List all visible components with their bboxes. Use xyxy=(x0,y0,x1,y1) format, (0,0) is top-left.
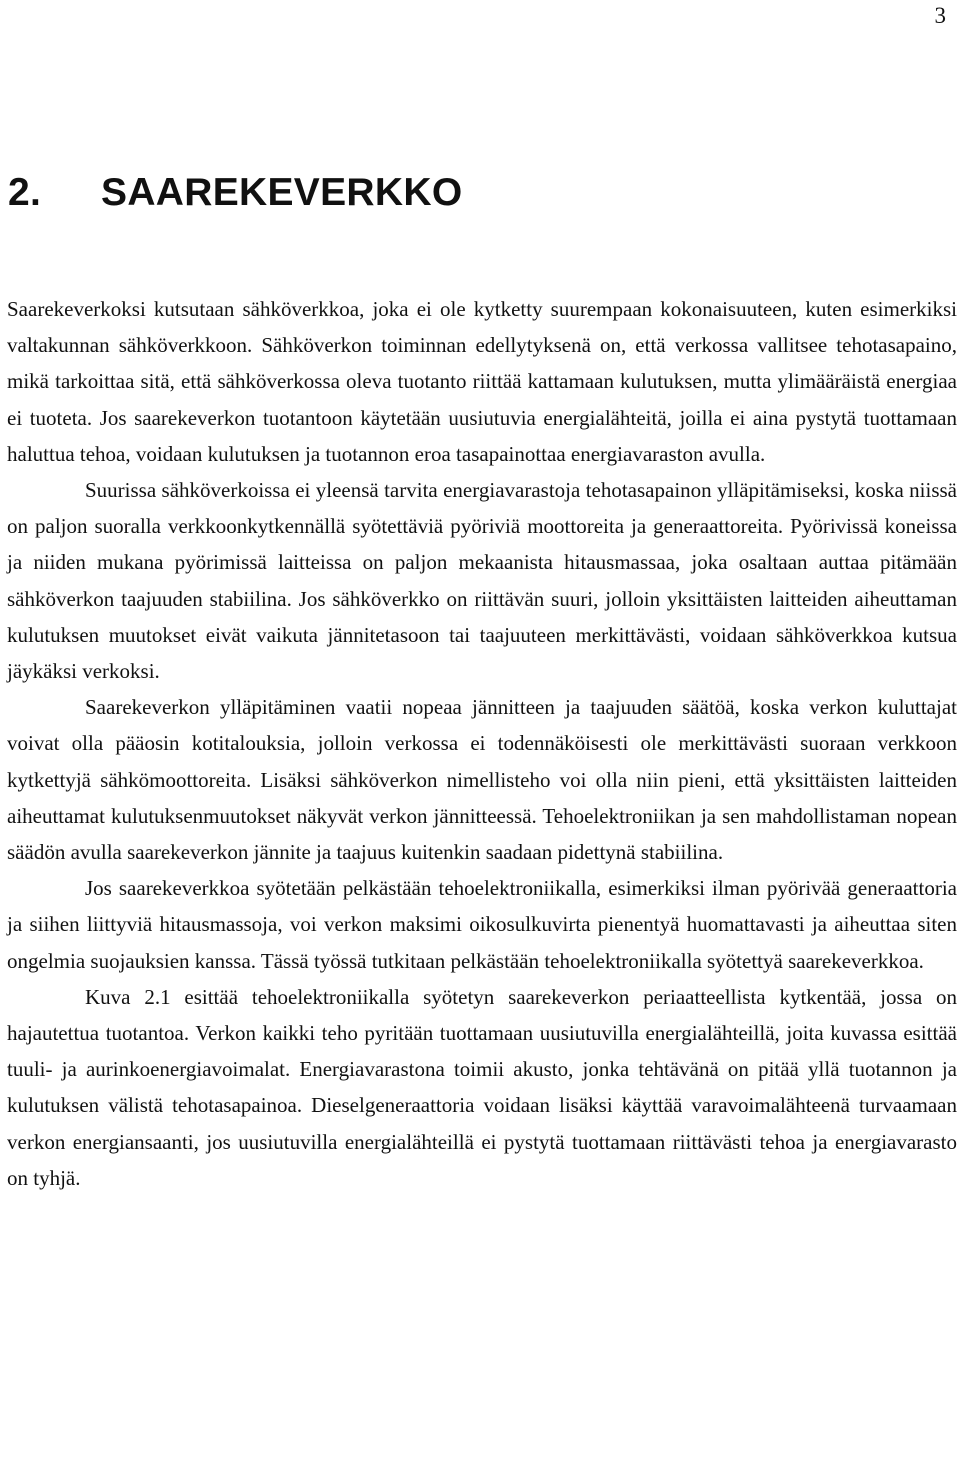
chapter-heading xyxy=(8,170,462,216)
paragraph: Jos saarekeverkkoa syötetään pelkästään tehoelektroniikalla, esimerkiksi ilman pyörivää generaattoria ja siihen liittyviä hitausmassoja, voi verkon maksimi oikosulkuvirta pienentyä huomattavasti ja aiheuttaa siten ongelmia suojauksien kanssa. Tässä työssä tutkitaan pelkästään tehoelektroniikalla syötettyä saarekeverkkoa. xyxy=(7,876,957,973)
paragraph: Saarekeverkoksi kutsutaan sähköverkkoa, joka ei ole kytketty suurempaan kokonaisuuteen, kuten esimerkiksi valtakunnan sähköverkkoon. Sähköverkon toiminnan edellytyksenä on, että verkossa vallitsee tehotasapaino, mikä tarkoittaa sitä, että sähköverkossa oleva tuotanto riittää kattamaan kulutuksen, mutta ylimääräistä energiaa ei tuoteta. Jos saarekeverkon tuotantoon käytetään uusiutuvia energialähteitä, joilla ei aina pystytä tuottamaan haluttua tehoa, voidaan kulutuksen ja tuotannon eroa tasapainottaa energiavaraston avulla. xyxy=(7,297,957,466)
chapter-title: SAAREKEVERKKO xyxy=(101,171,463,214)
chapter-number: 2. xyxy=(8,171,42,214)
paragraph: Suurissa sähköverkoissa ei yleensä tarvita energiavarastoja tehotasapainon ylläpitämiseksi, koska niissä on paljon suoralla verkkoonkytkennällä syötettäviä pyöriviä moottoreita ja generaattoreita. Pyörivissä koneissa ja niiden mukana pyörimissä laitteissa on paljon mekaanista hitausmassaa, joka osaltaan auttaa pitämään sähköverkon taajuuden stabiilina. Jos sähköverkko on riittävän suuri, jolloin yksittäisten laitteiden aiheuttaman kulutuksen muutokset eivät vaikuta jännitetasoon tai taajuuteen merkittävästi, voidaan sähköverkkoa kutsua jäykäksi verkoksi. xyxy=(7,478,957,684)
paragraph: Kuva 2.1 esittää tehoelektroniikalla syötetyn saarekeverkon periaatteellista kytkentää, jossa on hajautettua tuotantoa. Verkon kaikki teho pyritään tuottamaan uusiutuvilla energialähteillä, joita kuvassa esittää tuuli- ja aurinkoenergiavoimalat. Energiavarastona toimii akusto, jonka tehtävänä on pitää yllä tuotannon ja kulutuksen välistä tehotasapainoa. Dieselgeneraattoria voidaan lisäksi käyttää varavoimalähteenä turvaamaan verkon energiansaanti, jos uusiutuvilla energialähteillä ei pystytä tuottamaan riittävästi tehoa ja energiavarasto on tyhjä. xyxy=(7,984,957,1190)
body-text xyxy=(7,291,957,1196)
page-number: 3 xyxy=(934,3,946,28)
paragraph: Saarekeverkon ylläpitäminen vaatii nopeaa jännitteen ja taajuuden säätöä, koska verkon kuluttajat voivat olla pääosin kotitalouksia, jolloin verkossa ei todennäköisesti ole merkittävästi suoraan verkkoon kytkettyjä sähkömoottoreita. Lisäksi sähköverkon nimellisteho voi olla niin pieni, että yksittäisten laitteiden aiheuttamat kulutuksenmuutokset näkyvät verkon jännitteessä. Tehoelektroniikan ja sen mahdollistaman nopean säädön avulla saarekeverkon jännite ja taajuus kuitenkin saadaan pidettynä stabiilina. xyxy=(7,695,957,865)
